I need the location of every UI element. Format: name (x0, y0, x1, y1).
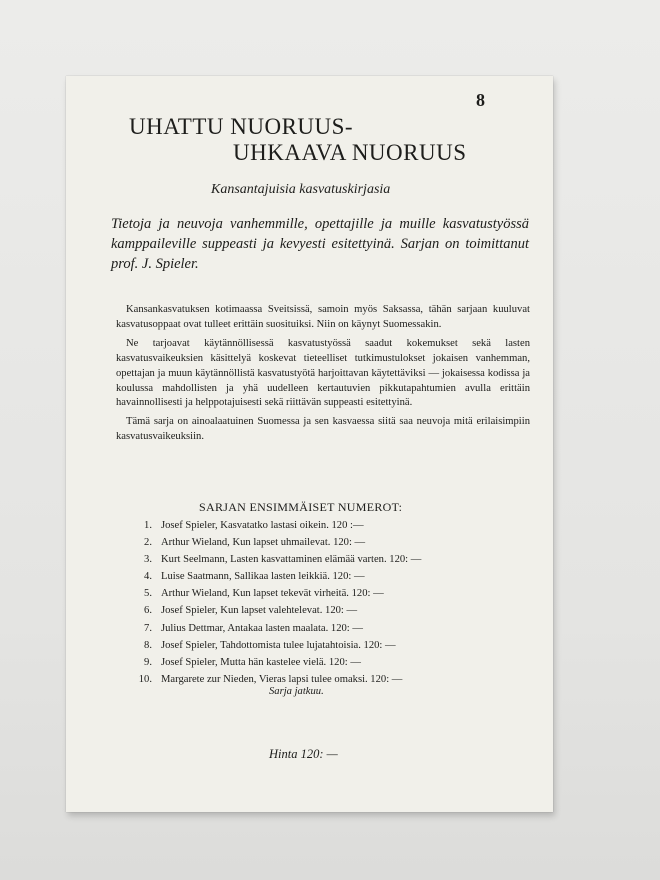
item-number: 2. (144, 537, 152, 549)
intro-text: Tietoja ja neuvoja vanhemmille, opettajille ja muille kasvatustyössä kamppaileville suppeasti ja kevyesti esitettyinä. Sarjan on toimittanut prof. J. Spieler. (111, 216, 529, 272)
item-text: Julius Dettmar, Antakaa lasten maalata. 120: — (161, 622, 363, 634)
item-text: Luise Saatmann, Sallikaa lasten leikkiä. 120: — (161, 571, 365, 583)
item-number: 7. (144, 622, 152, 634)
item-text: Margarete zur Nieden, Vieras lapsi tulee omaksi. 120: — (161, 673, 403, 685)
book-back-cover (66, 76, 553, 812)
price-label: Hinta 120: — (269, 747, 338, 761)
list-item (136, 620, 546, 637)
series-list (136, 517, 546, 688)
title-line-2: UHKAAVA NUORUUS (233, 140, 467, 165)
item-number: 4. (144, 571, 152, 583)
item-text: Arthur Wieland, Kun lapset uhmailevat. 120: — (161, 537, 366, 549)
list-item (136, 517, 546, 534)
item-number: 3. (144, 554, 152, 566)
list-item (136, 671, 546, 688)
paragraph: Kansankasvatuksen kotimaassa Sveitsissä, samoin myös Saksassa, tähän sarjaan kuuluvat kasvatusoppaat ovat tulleet erittäin suosituiksi. Niin on käynyt Suomessakin. (116, 304, 530, 330)
series-list-heading: SARJAN ENSIMMÄISET NUMEROT: (199, 500, 403, 514)
series-continues-note: Sarja jatkuu. (269, 686, 324, 697)
item-text: Josef Spieler, Tahdottomista tulee lujatahtoisia. 120: — (161, 639, 396, 651)
item-text: Josef Spieler, Kun lapset valehtelevat. 120: — (161, 605, 358, 617)
list-item (136, 602, 546, 619)
list-item (136, 637, 546, 654)
list-item (136, 585, 546, 602)
item-number: 9. (144, 656, 152, 668)
title-line-1: UHATTU NUORUUS- (129, 114, 354, 139)
item-text: Kurt Seelmann, Lasten kasvattaminen elämää varten. 120: — (161, 554, 422, 566)
volume-number: 8 (476, 90, 485, 110)
series-subtitle: Kansantajuisia kasvatuskirjasia (211, 182, 391, 197)
item-number: 5. (144, 588, 152, 600)
item-text: Arthur Wieland, Kun lapset tekevät virheitä. 120: — (161, 588, 384, 600)
list-item (136, 568, 546, 585)
paragraph: Ne tarjoavat käytännöllisessä kasvatustyössä saadut kokemukset sekä lasten kasvatusvaikeuksien käsittelyä koskevat tieteelliset tutkimustulokset jokaisen vanhemman, opettajan ja muun käytännöllistä kasvatustyötä harjoittavan käytettäviksi — jokaisessa kodissa ja koulussa mahdollisten ja yhä uudelleen kertautuvien pikkutapahtumien avulla erittäin havainnollisesti ja helppotajuisesti sekä riittävän suppeasti esitettyinä. (116, 337, 530, 409)
list-item (136, 654, 546, 671)
item-number: 8. (144, 639, 152, 651)
item-number: 1. (144, 520, 152, 531)
paragraph: Tämä sarja on ainoalaatuinen Suomessa ja sen kasvaessa siitä saa neuvoja mitä erilaisimpiin kasvatusvaikeuksiin. (116, 416, 530, 443)
description-text (116, 303, 530, 449)
item-number: 10. (138, 673, 152, 685)
item-text: Josef Spieler, Kasvatatko lastasi oikein. 120 :— (161, 520, 364, 531)
list-item (136, 551, 546, 568)
list-item (136, 534, 546, 551)
item-number: 6. (144, 605, 152, 617)
item-text: Josef Spieler, Mutta hän kastelee vielä. 120: — (161, 656, 361, 668)
